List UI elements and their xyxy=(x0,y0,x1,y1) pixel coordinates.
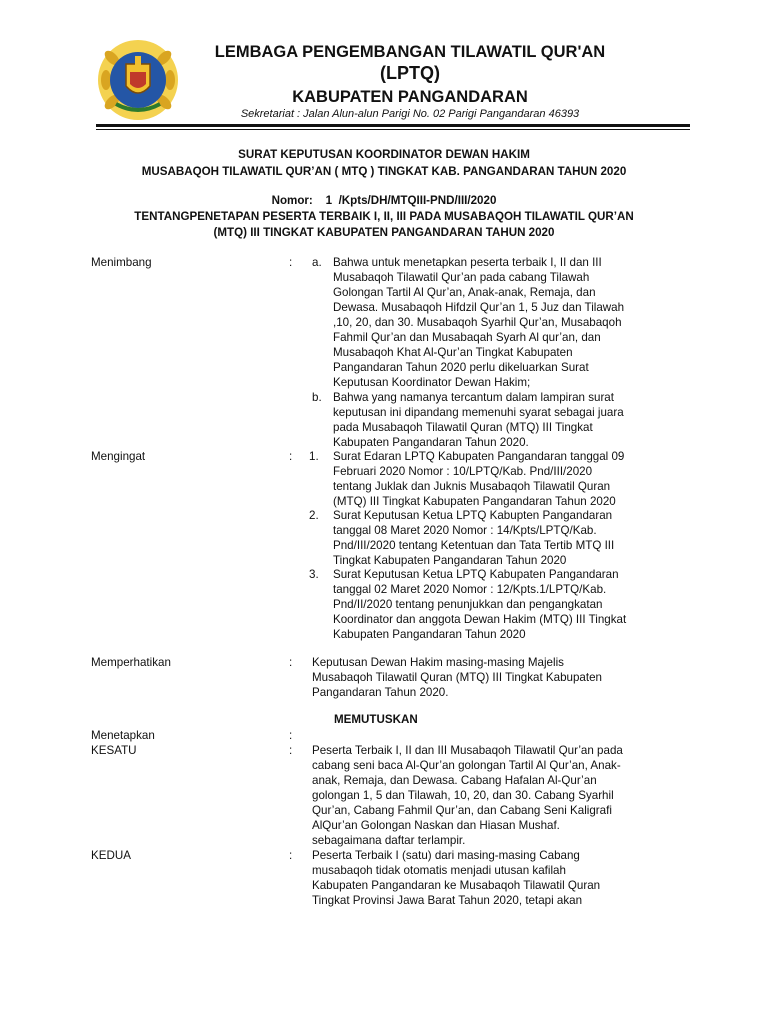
mengingat-item-3-marker: 3. xyxy=(309,568,319,581)
menetapkan-label: Menetapkan xyxy=(91,729,155,742)
title-line2: MUSABAQOH TILAWATIL QUR’AN ( MTQ ) TINGKAT KAB. PANGANDARAN TAHUN 2020 xyxy=(141,165,627,178)
kesatu-label: KESATU xyxy=(91,744,137,757)
secretariat-address: Sekretariat : Jalan Alun-alun Parigi No. 02 Parigi Pangandaran 46393 xyxy=(240,108,580,120)
mengingat-item-2-marker: 2. xyxy=(309,509,319,522)
mengingat-colon: : xyxy=(289,450,293,463)
memutuskan-heading: MEMUTUSKAN xyxy=(334,713,418,726)
menimbang-item-a-marker: a. xyxy=(312,256,322,269)
kedua-text: Peserta Terbaik I (satu) dari masing-masing Cabang musabaqoh tidak otomatis menjadi utusan kafilah Kabupaten Pangandaran ke Musabaqoh Tilawatil Quran Tingkat Provinsi Jawa Barat Tahun 2020, tetapi akan xyxy=(312,849,601,907)
memperhatikan-colon: : xyxy=(289,656,293,669)
header-rule-thick xyxy=(96,124,690,127)
mengingat-item-3-text: Surat Keputusan Ketua LPTQ Kabupaten Pangandaran tanggal 02 Maret 2020 Nomor : 12/Kpts.1/LPTQ/Kab. Pnd/II/2020 tentang penunjukkan dan pengangkatan Koordinator dan anggota Dewan Hakim (MTQ) III Tingkat Kabupaten Pangandaran Tahun 2020 xyxy=(333,568,627,641)
menimbang-colon: : xyxy=(289,256,293,269)
mengingat-item-1-marker: 1. xyxy=(309,450,319,463)
menetapkan-colon: : xyxy=(289,729,293,742)
mengingat-item-2-text: Surat Keputusan Ketua LPTQ Kabupten Pangandaran tanggal 08 Maret 2020 Nomor : 14/Kpts/LPTQ/Kab. Pnd/III/2020 tentang Ketentuan dan Tata Tertib MTQ III Tingkat Kabupaten Pangandaran Tahun 2020 xyxy=(333,509,615,567)
org-name-line1: LEMBAGA PENGEMBANGAN TILAWATIL QUR'AN xyxy=(214,43,606,61)
memperhatikan-text: Keputusan Dewan Hakim masing-masing Majelis Musabaqoh Tilawatil Quran (MTQ) III Tingkat Kabupaten Pangandaran Tahun 2020. xyxy=(312,656,602,699)
org-name-line3: KABUPATEN PANGANDARAN xyxy=(292,88,528,106)
menimbang-item-a-text: Bahwa untuk menetapkan peserta terbaik I, II dan III Musabaqoh Tilawatil Qur’an pada cabang Tilawah Golongan Tartil Al Qur’an, Anak-anak, Remaja, dan Dewasa. Musabaqoh Hifdzil Qur’an 1, 5 Juz dan Tilawah ,10, 20, dan 30. Musabaqoh Syarhil Qur’an, Musabaqoh Fahmil Qur’an dan Musabaqah Syarh Al qur’an, dan Musabaqoh Khat Al-Qur’an Tingkat Kabupaten Pangandaran Tahun 2020 perlu dikeluarkan Surat Keputusan Koordinator Dewan Hakim; xyxy=(333,256,625,389)
mengingat-label: Mengingat xyxy=(91,450,146,463)
menimbang-label: Menimbang xyxy=(91,256,152,269)
decree-number: Nomor: 1 /Kpts/DH/MTQIII-PND/III/2020 xyxy=(271,194,497,207)
title-line1: SURAT KEPUTUSAN KOORDINATOR DEWAN HAKIM xyxy=(238,148,530,161)
lptq-emblem-icon xyxy=(96,38,180,122)
kesatu-colon: : xyxy=(289,744,293,757)
mengingat-item-1-text: Surat Edaran LPTQ Kabupaten Pangandaran tanggal 09 Februari 2020 Nomor : 10/LPTQ/Kab. Pnd/III/2020 tentang Juklak dan Juknis Musabaqoh Tilawatil Quran (MTQ) III Tingkat Kabupaten Pangandaran Tahun 2020 xyxy=(333,450,625,508)
kedua-label: KEDUA xyxy=(91,849,131,862)
kesatu-text: Peserta Terbaik I, II dan III Musabaqoh Tilawatil Qur’an pada cabang seni baca Al-Qur’an golongan Tartil Al Qur’an, Anak- anak, Remaja, dan Dewasa. Cabang Hafalan Al-Qur’an golongan 1, 5 dan Tilawah, 10, 20, dan 30. Cabang Syarhil Qur’an, Cabang Fahmil Qur’an, dan Cabang Seni Kaligrafi AlQur’an Golongan Naskan dan Hiasan Mushaf. sebagaimana daftar terlampir. xyxy=(312,744,623,847)
menimbang-item-b-marker: b. xyxy=(312,391,322,404)
header-rule-thin xyxy=(96,129,690,130)
memperhatikan-label: Memperhatikan xyxy=(91,656,171,669)
menimbang-item-b-text: Bahwa yang namanya tercantum dalam lampiran surat keputusan ini dipandang memenuhi syarat sebagai juara pada Musabaqoh Tilawatil Quran (MTQ) III Tingkat Kabupaten Pangandaran Tahun 2020. xyxy=(333,391,624,449)
subject-line1: TENTANGPENETAPAN PESERTA TERBAIK I, II, III PADA MUSABAQOH TILAWATIL QUR’AN xyxy=(134,210,634,223)
org-name-line2: (LPTQ) xyxy=(380,63,440,83)
subject-line2: (MTQ) III TINGKAT KABUPATEN PANGANDARAN TAHUN 2020 xyxy=(213,226,555,239)
kedua-colon: : xyxy=(289,849,293,862)
